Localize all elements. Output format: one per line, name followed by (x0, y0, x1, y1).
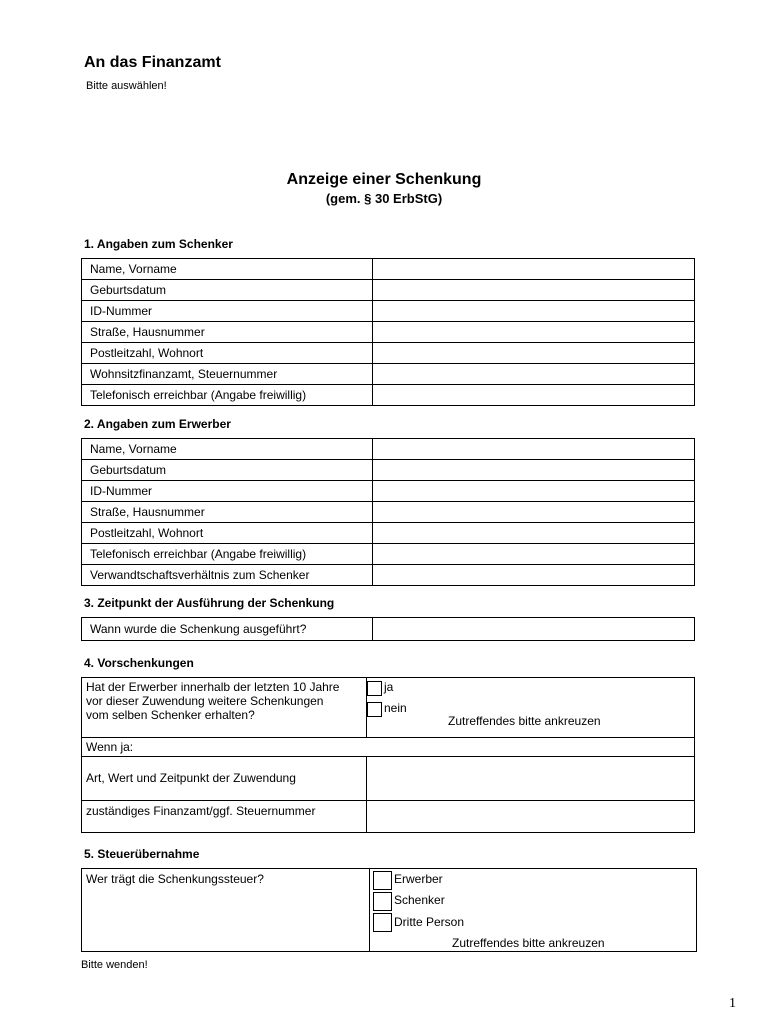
schenker-option-label: Schenker (394, 893, 445, 907)
art-wert-field[interactable] (367, 757, 694, 800)
nein-checkbox[interactable] (367, 702, 382, 717)
dritte-person-option-label: Dritte Person (394, 915, 465, 929)
table-row (82, 481, 695, 502)
schenker-street-field[interactable] (372, 322, 694, 343)
divider (369, 868, 370, 952)
schenker-checkbox[interactable] (373, 892, 392, 911)
row-label: Wohnsitzfinanzamt, Steuernummer (82, 364, 373, 385)
erwerber-city-field[interactable] (372, 523, 694, 544)
table-row (82, 301, 695, 322)
table-row (82, 544, 695, 565)
page-number: 1 (729, 996, 736, 1011)
recipient-title: An das Finanzamt (84, 54, 221, 71)
document-subtitle: (gem. § 30 ErbStG) (325, 191, 443, 206)
row-label: Wann wurde die Schenkung ausgeführt? (82, 618, 373, 641)
row-label: Postleitzahl, Wohnort (82, 343, 373, 364)
table-row (82, 343, 695, 364)
row-label: Geburtsdatum (82, 280, 373, 301)
schenkung-date-field[interactable] (372, 618, 694, 641)
schenker-phone-field[interactable] (372, 385, 694, 406)
row-label: Name, Vorname (82, 439, 373, 460)
erwerber-option-label: Erwerber (394, 872, 443, 886)
section-4-heading: 4. Vorschenkungen (84, 656, 194, 670)
row-label: Name, Vorname (82, 259, 373, 280)
erwerber-name-field[interactable] (372, 439, 694, 460)
row-label: Verwandtschaftsverhältnis zum Schenker (82, 565, 373, 586)
row-label: Telefonisch erreichbar (Angabe freiwillig) (82, 385, 373, 406)
table-row (82, 523, 695, 544)
erwerber-birthdate-field[interactable] (372, 460, 694, 481)
erwerber-street-field[interactable] (372, 502, 694, 523)
checkbox-hint: Zutreffendes bitte ankreuzen (452, 936, 605, 950)
section-2-heading: 2. Angaben zum Erwerber (84, 417, 231, 431)
dritte-person-checkbox[interactable] (373, 913, 392, 932)
recipient-select-hint[interactable]: Bitte auswählen! (86, 80, 167, 92)
schenker-id-field[interactable] (372, 301, 694, 322)
row-label: Telefonisch erreichbar (Angabe freiwillig) (82, 544, 373, 565)
table-row (82, 259, 695, 280)
art-wert-label: Art, Wert und Zeitpunkt der Zuwendung (86, 771, 296, 785)
vorschenkung-question-line: vom selben Schenker erhalten? (86, 708, 255, 722)
finanzamt-label: zuständiges Finanzamt/ggf. Steuernummer (86, 804, 316, 818)
table-row (82, 618, 695, 641)
vorschenkung-question-line: vor dieser Zuwendung weitere Schenkungen (86, 694, 324, 708)
turn-page-note: Bitte wenden! (81, 959, 148, 971)
table-row (82, 280, 695, 301)
vorschenkung-question-line: Hat der Erwerber innerhalb der letzten 10 Jahre (86, 680, 340, 694)
erwerber-id-field[interactable] (372, 481, 694, 502)
schenker-city-field[interactable] (372, 343, 694, 364)
document-title: Anzeige einer Schenkung (286, 171, 482, 188)
checkbox-hint: Zutreffendes bitte ankreuzen (448, 714, 601, 728)
schenker-name-field[interactable] (372, 259, 694, 280)
row-label: Geburtsdatum (82, 460, 373, 481)
row-label: Straße, Hausnummer (82, 322, 373, 343)
row-label: Postleitzahl, Wohnort (82, 523, 373, 544)
zeitpunkt-table (81, 617, 695, 641)
table-row (82, 460, 695, 481)
erwerber-phone-field[interactable] (372, 544, 694, 565)
erwerber-checkbox[interactable] (373, 871, 392, 890)
nein-label: nein (384, 701, 407, 715)
schenker-taxoffice-field[interactable] (372, 364, 694, 385)
section-1-heading: 1. Angaben zum Schenker (84, 237, 233, 251)
table-row (82, 364, 695, 385)
section-3-heading: 3. Zeitpunkt der Ausführung der Schenkung (84, 596, 335, 610)
row-label: ID-Nummer (82, 481, 373, 502)
table-row (82, 565, 695, 586)
row-label: ID-Nummer (82, 301, 373, 322)
section-5-heading: 5. Steuerübernahme (84, 847, 200, 861)
table-row (82, 439, 695, 460)
schenker-table (81, 258, 695, 406)
ja-checkbox[interactable] (367, 681, 382, 696)
table-row (82, 385, 695, 406)
erwerber-table (81, 438, 695, 586)
schenker-birthdate-field[interactable] (372, 280, 694, 301)
row-label: Straße, Hausnummer (82, 502, 373, 523)
table-row (82, 502, 695, 523)
table-row (82, 322, 695, 343)
divider (81, 737, 695, 738)
erwerber-relationship-field[interactable] (372, 565, 694, 586)
wenn-ja-label: Wenn ja: (86, 740, 134, 754)
ja-label: ja (384, 680, 394, 694)
finanzamt-field[interactable] (367, 801, 694, 832)
steuer-question: Wer trägt die Schenkungssteuer? (86, 872, 264, 886)
